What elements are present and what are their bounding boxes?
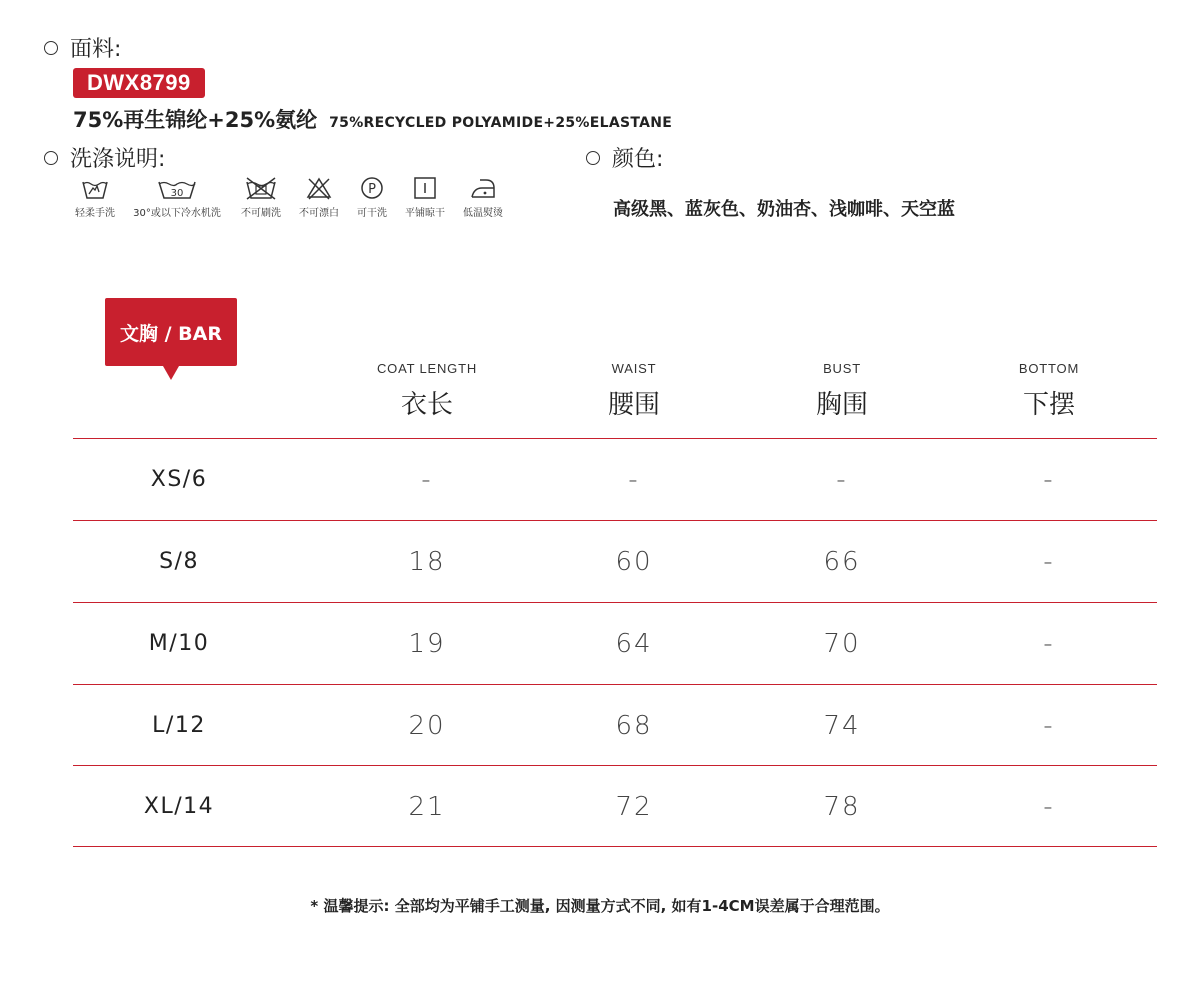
- col-head-en: BUST: [823, 361, 861, 376]
- svg-text:30: 30: [170, 188, 184, 199]
- care-heading-row: [44, 142, 165, 173]
- col-head-cn: 腰围: [607, 390, 660, 420]
- waist-cell: 60: [615, 546, 653, 577]
- table-row: [73, 439, 1157, 520]
- col-head-en: BOTTOM: [1018, 361, 1080, 376]
- bottom-cell: -: [1043, 546, 1055, 577]
- waist-cell: 64: [615, 628, 653, 659]
- waist-cell: -: [628, 464, 640, 495]
- hand-wash-icon: [79, 176, 111, 200]
- care-label: 不可刷洗: [241, 208, 281, 219]
- fabric-code-badge: DWX8799: [73, 68, 205, 98]
- size-cell: M/10: [148, 631, 210, 656]
- svg-text:P: P: [368, 182, 376, 197]
- bust-cell: 70: [823, 628, 861, 659]
- care-item-hand-wash: [70, 176, 120, 219]
- care-label: 低温熨烫: [463, 208, 503, 219]
- col-head-waist: [544, 361, 724, 421]
- fabric-heading: 面料:: [70, 37, 122, 62]
- care-label: 可干洗: [357, 208, 387, 219]
- waist-cell: 68: [615, 710, 653, 741]
- bar-tag-label: 文胸 / BAR: [105, 298, 237, 366]
- table-row: [73, 521, 1157, 602]
- bullet-icon: [44, 151, 58, 165]
- iron-low-icon: [468, 176, 498, 200]
- coat-length-cell: 20: [408, 710, 446, 741]
- coat-length-cell: 19: [408, 628, 446, 659]
- bust-cell: -: [836, 464, 848, 495]
- bust-cell: 74: [823, 710, 861, 741]
- size-cell: S/8: [159, 549, 199, 574]
- fabric-composition-cn: 75%再生锦纶+25%氨纶: [73, 108, 318, 132]
- size-cell: L/12: [152, 713, 206, 738]
- bust-cell: 66: [823, 546, 861, 577]
- bar-tag-pointer: [163, 366, 179, 380]
- care-item-no-scrub: [236, 176, 286, 219]
- col-head-cn: 胸围: [815, 390, 868, 420]
- size-cell: XL/14: [143, 794, 215, 819]
- care-label: 平铺晾干: [405, 208, 445, 219]
- col-head-en: COAT LENGTH: [376, 361, 478, 376]
- bottom-cell: -: [1043, 791, 1055, 822]
- color-heading: 颜色:: [612, 147, 664, 172]
- col-head-cn: 衣长: [400, 390, 453, 420]
- bullet-icon: [44, 41, 58, 55]
- care-heading: 洗涤说明:: [70, 147, 166, 172]
- coat-length-cell: 21: [408, 791, 446, 822]
- care-item-no-bleach: [294, 176, 344, 219]
- care-label: 30°或以下冷水机洗: [133, 208, 221, 219]
- fabric-composition: [73, 104, 672, 134]
- footnote: * 温馨提示: 全部均为平铺手工测量, 因测量方式不同, 如有1-4CM误差属于合理范围。: [310, 897, 890, 915]
- care-label: 不可漂白: [299, 208, 339, 219]
- bar-tag: [105, 298, 237, 380]
- color-heading-row: [586, 142, 663, 173]
- fabric-heading-row: [44, 32, 121, 63]
- table-row: [73, 603, 1157, 684]
- table-row: [73, 685, 1157, 766]
- bust-cell: 78: [823, 791, 861, 822]
- color-values: 高级黑、蓝灰色、奶油杏、浅咖啡、天空蓝: [613, 199, 955, 220]
- table-row: [73, 766, 1157, 847]
- wash-30-icon: [156, 176, 198, 200]
- no-bleach-icon: [305, 176, 333, 200]
- no-tumble-dry-icon: [243, 176, 279, 200]
- col-head-coat-length: [337, 361, 517, 421]
- col-head-bottom: [959, 361, 1139, 421]
- care-item-iron-low: [458, 176, 508, 219]
- care-item-wash-30: [128, 176, 226, 219]
- bottom-cell: -: [1043, 710, 1055, 741]
- care-label: 轻柔手洗: [75, 208, 115, 219]
- bullet-icon: [586, 151, 600, 165]
- care-item-dry-flat: [400, 176, 450, 219]
- col-head-cn: 下摆: [1022, 390, 1075, 420]
- dry-clean-p-icon: [359, 176, 385, 200]
- waist-cell: 72: [615, 791, 653, 822]
- coat-length-cell: 18: [408, 546, 446, 577]
- bottom-cell: -: [1043, 628, 1055, 659]
- fabric-composition-en: 75%RECYCLED POLYAMIDE+25%ELASTANE: [329, 115, 673, 131]
- size-cell: XS/6: [150, 467, 208, 492]
- col-head-bust: [752, 361, 932, 421]
- col-head-en: WAIST: [611, 361, 657, 376]
- bottom-cell: -: [1043, 464, 1055, 495]
- care-item-dry-clean: [352, 176, 392, 219]
- dry-flat-icon: [412, 176, 438, 200]
- coat-length-cell: -: [421, 464, 433, 495]
